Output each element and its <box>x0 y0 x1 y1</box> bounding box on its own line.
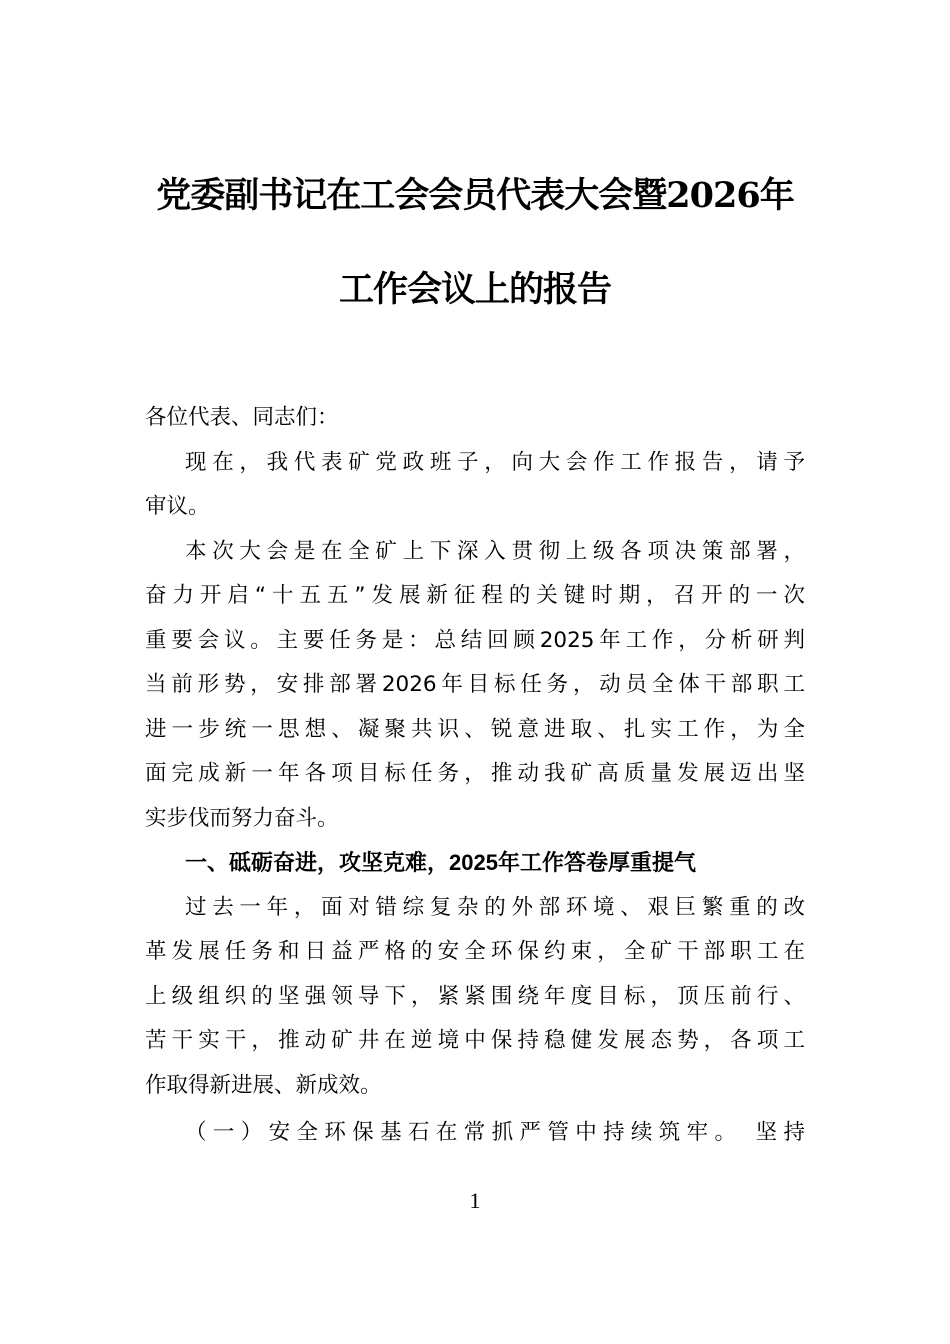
text-line: 过去一年，面对错综复杂的外部环境、艰巨繁重的改 <box>185 894 805 920</box>
page-number: 1 <box>469 1188 481 1213</box>
section-heading: 一、砥砺奋进，攻坚克难，2025年工作答卷厚重提气 <box>185 850 696 875</box>
salutation: 各位代表、同志们： <box>145 405 339 430</box>
text-line: 作取得新进展、新成效。 <box>145 1072 382 1098</box>
text-line: 实步伐而努力奋斗。 <box>145 805 339 831</box>
document-title-line1: 党委副书记在工会会员代表大会暨2026年 <box>156 175 794 216</box>
subsection-heading: （一）安全环保基石在常抓严管中持续筑牢。 坚持 <box>185 1120 805 1145</box>
text-line: 本次大会是在全矿上下深入贯彻上级各项决策部署， <box>185 538 805 564</box>
document-title-line2: 工作会议上的报告 <box>338 269 611 310</box>
text-line: 审议。 <box>145 494 210 519</box>
text-line: 重要会议。主要任务是：总结回顾2025年工作，分析研判 <box>145 627 805 653</box>
text-line: 现在，我代表矿党政班子，向大会作工作报告，请予 <box>185 449 805 475</box>
text-line: 苦干实干，推动矿井在逆境中保持稳健发展态势，各项工 <box>145 1028 805 1053</box>
text-line: 面完成新一年各项目标任务，推动我矿高质量发展迈出坚 <box>145 761 805 786</box>
text-line: 革发展任务和日益严格的安全环保约束，全矿干部职工在 <box>145 939 805 964</box>
text-line: 当前形势，安排部署2026年目标任务，动员全体干部职工 <box>145 672 805 697</box>
document-body <box>145 398 805 1158</box>
text-line: 进一步统一思想、凝聚共识、锐意进取、扎实工作，为全 <box>145 716 805 742</box>
text-line: 上级组织的坚强领导下，紧紧围绕年度目标，顶压前行、 <box>145 983 805 1009</box>
text-line: 奋力开启“十五五”发展新征程的关键时期，召开的一次 <box>145 583 805 608</box>
